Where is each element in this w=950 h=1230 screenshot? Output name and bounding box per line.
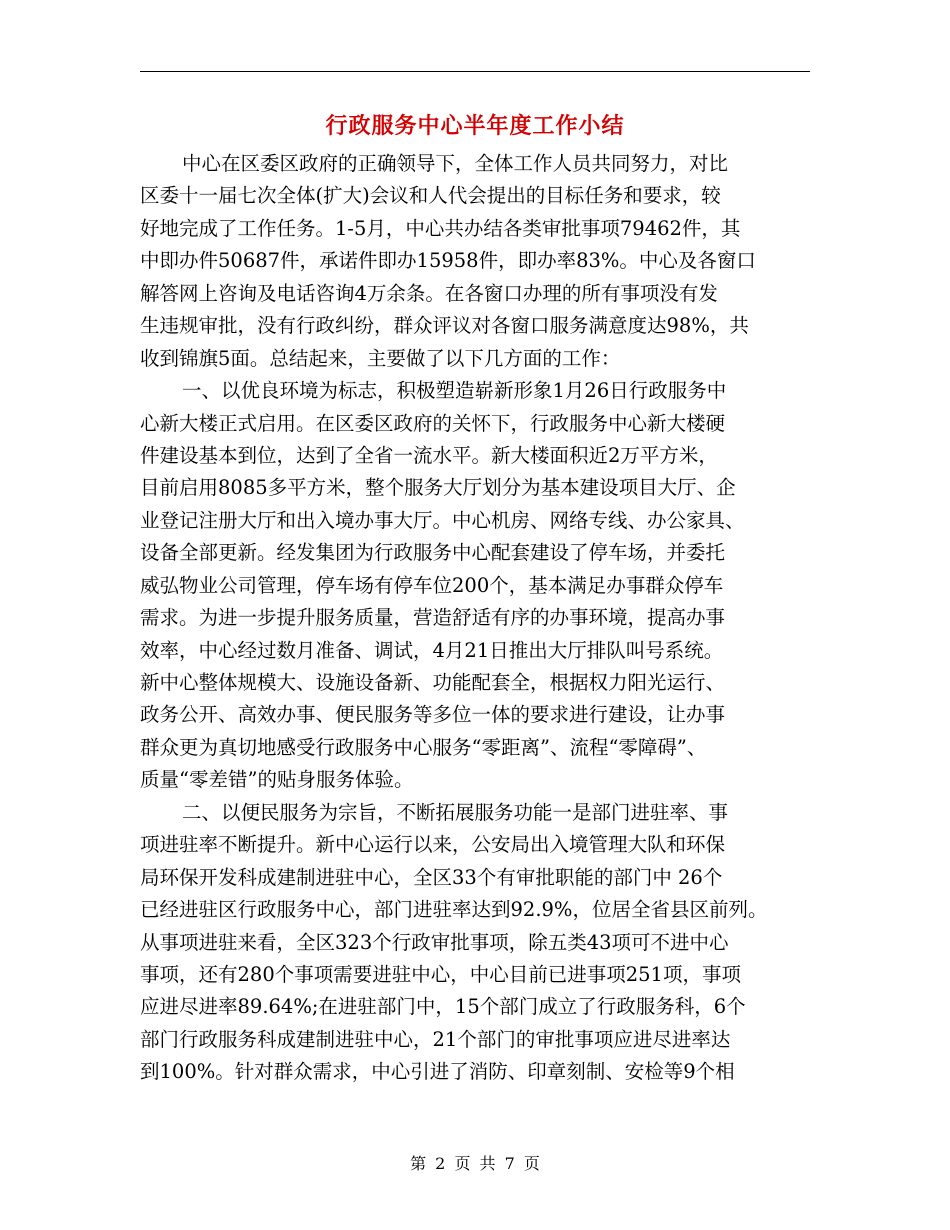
body-line: 一、以优良环境为标志，积极塑造崭新形象1月26日行政服务中 [182, 379, 727, 403]
body-line: 质量“零差错”的贴身服务体验。 [140, 768, 414, 792]
document-title: 行政服务中心半年度工作小结 [325, 113, 625, 139]
body-line: 中即办件50687件，承诺件即办15958件，即办率83%。中心及各窗口 [140, 249, 756, 273]
body-line: 事项，还有280个事项需要进驻中心，中心目前已进事项251项，事项 [140, 962, 741, 986]
body-line: 生违规审批，没有行政纠纷，群众评议对各窗口服务满意度达98%，共 [140, 314, 749, 338]
body-line: 好地完成了工作任务。1-5月，中心共办结各类审批事项79462件，其 [140, 216, 741, 240]
body-line: 区委十一届七次全体(扩大)会议和人代会提出的目标任务和要求，较 [140, 184, 721, 208]
body-line: 已经进驻区行政服务中心，部门进驻率达到92.9%，位居全省县区前列。 [140, 898, 768, 922]
page-number: 第 2 页 共 7 页 [410, 1154, 540, 1173]
body-line: 效率，中心经过数月准备、调试，4月21日推出大厅排队叫号系统。 [140, 638, 724, 662]
body-line: 新中心整体规模大、设施设备新、功能配套全，根据权力阳光运行、 [140, 671, 726, 694]
body-line: 部门行政服务科成建制进驻中心，21个部门的审批事项应进尽进率达 [140, 1027, 731, 1051]
body-line: 二、以便民服务为宗旨，不断拓展服务功能一是部门进驻率、事 [182, 800, 729, 824]
body-line: 政务公开、高效办事、便民服务等多位一体的要求进行建设，让办事 [140, 703, 726, 727]
document-body [140, 148, 812, 1089]
body-line: 群众更为真切地感受行政服务中心服务“零距离”、流程“零障碍”、 [140, 735, 707, 759]
body-line: 设备全部更新。经发集团为行政服务中心配套建设了停车场，并委托 [140, 541, 726, 565]
body-line: 需求。为进一步提升服务质量，营造舒适有序的办事环境，提高办事 [140, 606, 726, 630]
header-rule [140, 71, 810, 72]
body-line: 应进尽进率89.64%;在进驻部门中，15个部门成立了行政服务科，6个 [140, 995, 746, 1019]
body-line: 到100%。针对群众需求，中心引进了消防、印章刻制、安检等9个相 [140, 1060, 735, 1084]
body-line: 心新大楼正式启用。在区委区政府的关怀下，行政服务中心新大楼硬 [140, 411, 726, 435]
body-line: 收到锦旗5面。总结起来，主要做了以下几方面的工作： [140, 346, 621, 370]
body-line: 件建设基本到位，达到了全省一流水平。新大楼面积近2万平方米， [140, 443, 718, 467]
body-line: 项进驻率不断提升。新中心运行以来，公安局出入境管理大队和环保 [140, 833, 726, 857]
body-line: 局环保开发科成建制进驻中心，全区33个有审批职能的部门中 26个 [140, 865, 723, 889]
body-line: 中心在区委区政府的正确领导下，全体工作人员共同努力，对比 [182, 152, 729, 175]
body-line: 威弘物业公司管理，停车场有停车位200个，基本满足办事群众停车 [140, 573, 724, 597]
body-line: 目前启用8085多平方米，整个服务大厅划分为基本建设项目大厅、企 [140, 476, 736, 500]
body-line: 从事项进驻来看，全区323个行政审批事项，除五类43项可不进中心 [140, 930, 729, 954]
body-line: 业登记注册大厅和出入境办事大厅。中心机房、网络专线、办公家具、 [140, 508, 745, 532]
body-line: 解答网上咨询及电话咨询4万余条。在各窗口办理的所有事项没有发 [140, 281, 718, 305]
